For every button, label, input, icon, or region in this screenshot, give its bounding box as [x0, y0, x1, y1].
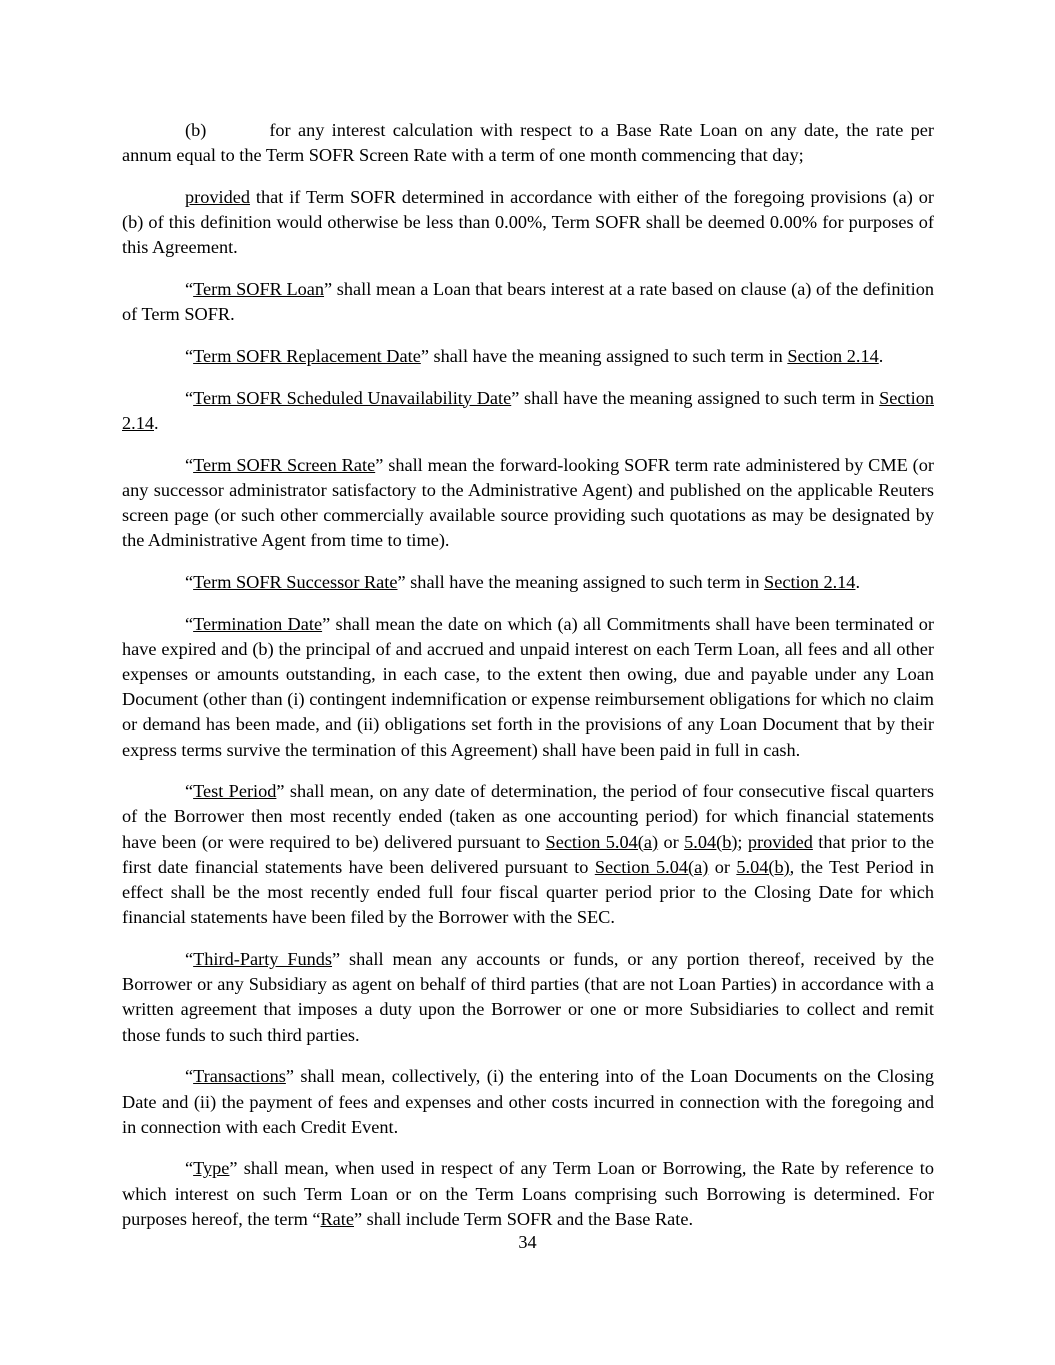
paragraph-type: “Type” shall mean, when used in respect of any Term Loan or Borrowing, the Rate by reference to which interest on such Term Loan or on the Term Loans comprising such Borrowing is determined. For purposes hereof, the term “Rate” shall include Term SOFR and the Base Rate. [122, 1158, 934, 1229]
document-body [122, 118, 934, 1249]
paragraph-termination-date: “Termination Date” shall mean the date on which (a) all Commitments shall have been terminated or have expired and (b) the principal of and accrued and unpaid interest on each Term Loan, all fees and all other expenses or amounts outstanding, in each case, to the extent then owing, due and payable under any Loan Document (other than (i) contingent indemnification or expense reimbursement obligations for which no claim or demand has been made, and (ii) obligations set forth in the provisions of any Loan Document that by their express terms survive the termination of this Agreement) shall have been paid in full in cash. [122, 613, 935, 760]
page-number: 34 [518, 1232, 537, 1252]
defined-term-term-sofr-replacement-date: Term SOFR Replacement Date [193, 345, 421, 366]
test-period-text-c: , the Test Period in effect shall be the most recently ended full four fiscal quarter period prior to the Closing Date for which financial statements have been filed by the Borrower with the SEC. [122, 856, 934, 928]
cross-reference-section-214[interactable]: Section 2.14 [787, 345, 879, 366]
conjunction-or: or [708, 856, 737, 877]
test-period-text-a: ” shall mean, on any date of determination, the period of four consecutive fiscal quarters of the Borrower then most recently ended (taken as one accounting period) for which financial statements have been (or were required to be) delivered pursuant to [122, 781, 935, 852]
paragraph-term-sofr-screen-rate: “Term SOFR Screen Rate” shall mean the forward-looking SOFR term rate administered by CME (or any successor administrator satisfactory to the Administrative Agent) and published on the applicable Reuters screen page (or such other commercially available source providing such quotations as may be designated by the Administrative Agent from time to time). [122, 454, 934, 551]
defined-term-transactions: Transactions [193, 1066, 286, 1087]
paragraph-third-party-funds: “Third-Party Funds” shall mean any accounts or funds, or any portion thereof, received by the Borrower or any Subsidiary as agent on behalf of third parties (that are not Loan Parties) in accordance with a written agreement that imposes a duty upon the Borrower or one or more Subsidiaries to collect and remit those funds to such third parties. [122, 948, 934, 1045]
provided-keyword: provided [747, 831, 813, 852]
period: . [878, 345, 884, 366]
semicolon: ; [737, 831, 748, 852]
paragraph-term-sofr-successor-rate: “Term SOFR Successor Rate” shall have the meaning assigned to such term in Section 2.14. [185, 571, 861, 592]
clause-label: (b) [185, 120, 207, 140]
paragraph-transactions: “Transactions” shall mean, collectively, (i) the entering into of the Loan Documents on the Closing Date and (ii) the payment of fees and expenses and other costs incurred in connection with the foregoing and in connection with each Credit Event. [122, 1066, 934, 1137]
cross-reference-section-214[interactable]: Section 2.14 [764, 571, 856, 592]
term-sofr-scheduled-unavailability-date-text: ” shall have the meaning assigned to such term in [511, 387, 880, 408]
paragraph-test-period: “Test Period” shall mean, on any date of determination, the period of four consecutive fiscal quarters of the Borrower then most recently ended (taken as one accounting period) for which financial statements have been (or were required to be) delivered pursuant to Section 5.04(a) or 5.04(b); provided that prior to the first date financial statements have been delivered pursuant to Section 5.04(a) or 5.04(b), the Test Period in effect shall be the most recently ended full four fiscal quarter period prior to the Closing Date for which financial statements have been filed by the Borrower with the SEC. [122, 781, 935, 928]
paragraph-term-sofr-scheduled-unavailability-date: “Term SOFR Scheduled Unavailability Date” shall have the meaning assigned to such term in Section 2.14. [122, 387, 934, 433]
cross-reference-section-504b[interactable]: 5.04(b) [736, 856, 790, 877]
paragraph-term-sofr-replacement-date: “Term SOFR Replacement Date” shall have the meaning assigned to such term in Section 2.14. [185, 345, 884, 366]
type-text-b: ” shall include Term SOFR and the Base Rate. [354, 1208, 694, 1229]
defined-term-rate: Rate [320, 1208, 354, 1229]
type-text-a: ” shall mean, when used in respect of any Term Loan or Borrowing, the Rate by reference to which interest on such Term Loan or on the Term Loans comprising such Borrowing is determined. For purposes hereof, the term “ [122, 1158, 934, 1229]
open-quote: “ [185, 279, 194, 300]
defined-term-term-sofr-successor-rate: Term SOFR Successor Rate [193, 571, 398, 592]
defined-term-term-sofr-scheduled-unavailability-date: Term SOFR Scheduled Unavailability Date [193, 387, 512, 408]
provided-text: that if Term SOFR determined in accordance with either of the foregoing provisions (a) or (b) of this definition would otherwise be less than 0.00%, Term SOFR shall be deemed 0.00% for purposes of this Agreement. [122, 186, 934, 258]
transactions-text: ” shall mean, collectively, (i) the entering into of the Loan Documents on the Closing Date and (ii) the payment of fees and expenses and other costs incurred in connection with the foregoing and in connection with each Credit Event. [122, 1066, 934, 1137]
clause-b-text: for any interest calculation with respect to a Base Rate Loan on any date, the rate per annum equal to the Term SOFR Screen Rate with a term of one month commencing that day; [122, 120, 934, 166]
term-sofr-loan-text: ” shall mean a Loan that bears interest at a rate based on clause (a) of the definition of Term SOFR. [122, 279, 934, 325]
paragraph-term-sofr-loan [122, 277, 934, 327]
cross-reference-section-504a[interactable]: Section 5.04(a) [594, 856, 709, 877]
test-period-text-b: that prior to the first date financial statements have been delivered pursuant to [122, 831, 935, 877]
cross-reference-section-504a[interactable]: Section 5.04(a) [545, 831, 659, 852]
defined-term-test-period: Test Period [193, 781, 277, 802]
defined-term-termination-date: Termination Date [193, 613, 323, 634]
period: . [855, 571, 861, 592]
period: . [154, 412, 159, 433]
defined-term-term-sofr-screen-rate: Term SOFR Screen Rate [193, 454, 376, 475]
cross-reference-section-504b[interactable]: 5.04(b) [684, 831, 738, 852]
cross-reference-section-214[interactable]: Section 2.14 [122, 387, 934, 433]
defined-term-third-party-funds: Third-Party Funds [193, 948, 333, 969]
defined-term-type: Type [193, 1158, 230, 1179]
paragraph-clause-b [122, 118, 934, 168]
term-sofr-replacement-date-text: ” shall have the meaning assigned to such term in [420, 345, 788, 366]
paragraph-provided [122, 185, 934, 261]
term-sofr-successor-rate-text: ” shall have the meaning assigned to such term in [397, 571, 765, 592]
term-sofr-screen-rate-text: ” shall mean the forward-looking SOFR term rate administered by CME (or any successor administrator satisfactory to the Administrative Agent) and published on the applicable Reuters screen page (or such other commercially available source providing such quotations as may be designated by the Administrative Agent from time to time). [122, 454, 934, 551]
termination-date-text: ” shall mean the date on which (a) all Commitments shall have been terminated or have expired and (b) the principal of and accrued and unpaid interest on each Term Loan, all fees and all other expenses or amounts outstanding, in each case, to the extent then owing, due and payable under any Loan Document (other than (i) contingent indemnification or expense reimbursement obligations for which no claim or demand has been made, and (ii) obligations set forth in the provisions of any Loan Document that by their express terms survive the termination of this Agreement) shall have been paid in full in cash. [122, 613, 935, 760]
conjunction-or: or [658, 831, 685, 852]
defined-term-term-sofr-loan: Term SOFR Loan [193, 279, 325, 300]
provided-keyword: provided [185, 186, 250, 207]
third-party-funds-text: ” shall mean any accounts or funds, or any portion thereof, received by the Borrower or any Subsidiary as agent on behalf of third parties (that are not Loan Parties) in accordance with a written agreement that imposes a duty upon the Borrower or one or more Subsidiaries to collect and remit those funds to such third parties. [122, 948, 934, 1045]
